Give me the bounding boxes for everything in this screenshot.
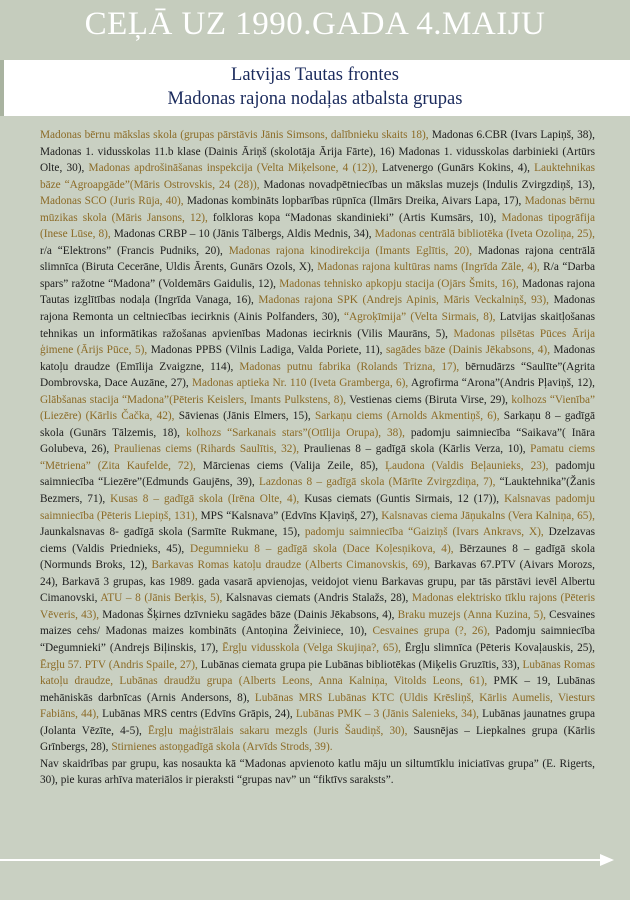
group-entry: Lubānas jaunatnes grupa (Jolanta Vēzīte, 4-5), [40, 708, 595, 737]
highlighted-group-entry: Degumnieku 8 – gadīgā skola (Dace Koļesņikova, 4), [190, 542, 454, 555]
group-entry: Latvijas skaitļošanas tehnikas un informātikas ražošanas apvienības Madonas iecirknis (Vilis Maurāns, 5), [40, 311, 595, 340]
group-entry: Praulienas 8 – gadīgā skola (Kārlis Verza, 10), [299, 443, 531, 456]
group-entry: Barkavas 67.PTV (Aivars Morozs, 24), Barkavā 3 grupas, kas 1989. gada vasarā apvienojas, veidojot vienu Barkavas grupu, par tās pārstāvi ievēl Albertu Cimanovski, [40, 559, 595, 605]
highlighted-group-entry: Madonas elektrisko tīklu rajons (Pēteris Vēveris, 43), [40, 592, 595, 621]
highlighted-group-entry: Madonas rajona kultūras nams (Ingrīda Zāle, 4), [317, 261, 540, 274]
highlighted-group-entry: Stirnienes astoņgadīgā skola (Arvīds Strods, 39). [111, 741, 333, 754]
group-entry: Sāvienas (Jānis Elmers, 15), [174, 410, 315, 423]
group-entry: bērnudārzs “Saulīte”(Agrita Dombrovska, Dace Auzāne, 27), [40, 360, 596, 390]
highlighted-group-entry: Cesvaines grupa (?, 26), [372, 625, 490, 638]
highlighted-group-entry: Madonas tipogrāfija (Inese Lūse, 8), [40, 211, 596, 241]
highlighted-group-entry: Lubānas MRS Lubānas KTC (Uldis Krēsliņš, Kārlis Aumelis, Viesturs Fabiāns, 44), [40, 691, 596, 721]
group-entry: Sarkaņu 8 – gadīgā skola (Gunārs Tālzemis, 18), [40, 410, 595, 439]
group-entry: Madonas 6.CBR (Ivars Lapiņš, 38), Madonas 1. vidusskolas 11.b klase (Dainis Āriņš (skolotāja Ārija Fārte), 16) Madonas 1. vidusskolas darbinieki (Artūrs Olte, 30), [40, 129, 595, 175]
page-title: CEĻĀ UZ 1990.GADA 4.MAIJU [84, 6, 546, 42]
highlighted-group-entry: Ērgļu 57. PTV (Andris Spaile, 27), [40, 658, 198, 671]
highlighted-group-entry: Lauktehnikas bāze “Agroapgāde”(Māris Ostrovskis, 24 (28)), [40, 162, 595, 191]
subtitle-line-2: Madonas rajona nodaļas atbalsta grupas [167, 89, 463, 109]
header-banner [0, 0, 630, 62]
group-entry: Agrofirma “Arona”(Andris Pļaviņš, 12), [408, 377, 595, 390]
group-entry: Padomju saimniecība “Degumnieki” (Andrejs Biļinskis, 17), [40, 625, 595, 654]
highlighted-group-entry: Madonas tehnisko apkopju stacija (Ojārs Šmits, 16), [279, 277, 519, 290]
group-entry: Madonas novadpētniecības un mākslas muzejs (Indulis Zvirgzdiņš, 13), [259, 178, 595, 191]
highlighted-group-entry: Kalsnavas ciema Jāņukalns (Vera Kalniņa, 65), [381, 509, 596, 522]
group-entry: padomju saimniecība “Saikava”( Ināra Golubeva, 26), [40, 426, 595, 456]
group-entry: Kusas ciemats (Guntis Sirmais, 12 (17)), [299, 493, 505, 506]
group-entry: Madonas rajona centrālā slimnīca (Biruta Cecerāne, Uldis Ārents, Gunārs Ozols, X), [40, 244, 596, 274]
arrow-right-icon [0, 853, 630, 867]
footnote: Nav skaidrības par grupu, kas nosaukta kā “Madonas apvienoto katlu māju un siltumtīklu iniciatīvas grupa” (E. Rigerts, 30), pie kuras arhīva materiālos ir pieraksti “grupas nav” un “fiktīvs saraksts”. [40, 757, 595, 787]
group-entry: r/a “Elektrons” (Francis Pudniks, 20), [40, 244, 229, 257]
group-entry: padomju saimniecība “Liezēre”(Edmunds Gaujēns, 39), [40, 459, 596, 489]
group-entry: Madonas rajona Tautas izglītības nodaļa (Ingrīda Vanaga, 16), [40, 277, 596, 307]
group-entry: Lubānas ciemata grupa pie Lubānas bibliotēkas (Miķelis Gruzītis, 33), [197, 658, 523, 671]
highlighted-group-entry: Kusas 8 – gadīgā skola (Irēna Olte, 4), [110, 493, 300, 506]
group-entry: MPS “Kalsnava” (Edvīns Kļaviņš, 27), [197, 509, 382, 522]
highlighted-group-entry: Lubānas Romas katoļu draudze, Lubānas draudžu grupa (Alberts Leons, Anna Kalniņa, Vitolds Leons, 61), [40, 658, 595, 688]
group-entry: Jaunkalsnavas 8- gadīgā skola (Sarmīte Rukmane, 15), [40, 526, 305, 539]
subtitle-line-1: Latvijas Tautas frontes [231, 65, 399, 85]
group-entry: Mārcienas ciems (Valija Zeile, 85), [195, 459, 386, 472]
highlighted-group-entry: Madonas rajona SPK (Andrejs Apinis, Māris Veckalniņš, 93), [258, 294, 550, 307]
group-entry: Bērzaunes 8 – gadīgā skola (Normunds Broks, 12), [40, 542, 595, 572]
highlighted-group-entry: Barkavas Romas katoļu draudze (Alberts Cimanovskis, 69), [151, 559, 431, 572]
highlighted-group-entry: Kalsnavas padomju saimniecība (Pēteris Liepiņš, 131), [40, 493, 596, 522]
group-entry: Ērgļu slimnīca (Pēteris Kovaļauskis, 25), [400, 641, 595, 654]
group-entry: Madonas Šķirnes dzīvnieku sagādes bāze (Dainis Jēkabsons, 4), [99, 608, 398, 621]
subtitle-box [0, 60, 630, 116]
highlighted-group-entry: Ļaudona (Valdis Beļaunieks, 23), [385, 459, 549, 472]
group-entry: Dzelzavas ciems (Valdis Priednieks, 45), [40, 526, 595, 555]
group-entry: Madonas kombināts lopbarības rūpnīca (Ilmārs Dreika, Aivars Lapa, 17), [183, 195, 525, 208]
highlighted-group-entry: Lubānas PMK – 3 (Jānis Salenieks, 34), [295, 708, 479, 721]
group-entry: Madonas PPBS (Vilnis Ladiga, Valda Poriete, 11), [147, 344, 386, 357]
group-entry: PMK – 19, Lubānas mehāniskās darbnīcas (Arnis Andersons, 8), [40, 675, 595, 704]
highlighted-group-entry: Madonas pilsētas Pūces Ārija ģimene (Ārijs Pūce, 5), [40, 327, 595, 357]
group-entry: folkloras kopa “Madonas skandinieki” (Artis Kumsārs, 10), [207, 211, 502, 224]
highlighted-group-entry: Lazdonas 8 – gadīgā skola (Mārīte Zvirgzdiņa, 7), [258, 476, 496, 489]
group-entry: Sausnējas – Liepkalnes grupa (Kārlis Grīnbergs, 28), [40, 724, 596, 754]
group-entry: Madonas katoļu draudze (Emīlija Zvaigzne, 114), [40, 344, 595, 373]
highlighted-group-entry: Madonas aptieka Nr. 110 (Iveta Gramberga, 6), [191, 377, 409, 390]
group-entry: R/a “Darba spars” ražotne “Madona” (Voldemārs Gaidulis, 12), [40, 261, 595, 290]
highlighted-group-entry: ATU – 8 (Jānis Berķis, 5), [100, 592, 223, 605]
highlighted-group-entry: Glābšanas stacija “Madona”(Pēteris Keislers, Imants Pulkstens, 8), [40, 393, 347, 406]
highlighted-group-entry: kolhozs “Sarkanais stars”(Otīlija Orupa), 38), [185, 426, 405, 439]
highlighted-group-entry: Sarkaņu ciems (Arnolds Akmentiņš, 6), [314, 410, 500, 423]
groups-list [40, 127, 595, 789]
highlighted-group-entry: Praulienas ciems (Rihards Saulītis, 32), [113, 443, 300, 456]
highlighted-group-entry: “Agroķīmija” (Velta Sirmais, 8), [343, 311, 496, 324]
highlighted-group-entry: Madonas bērnu mākslas skola (grupas pārstāvis Jānis Simsons, dalībnieku skaits 18), [40, 129, 429, 141]
highlighted-group-entry: Madonas apdrošināšanas inspekcija (Velta Miķelsone, 4 (12)), [88, 162, 378, 175]
highlighted-group-entry: Ērgļu maģistrālais sakaru mezgls (Juris Šaudiņš, 30), [147, 724, 408, 737]
highlighted-group-entry: Madonas centrālā bibliotēka (Iveta Ozoliņa, 25), [374, 228, 596, 241]
highlighted-group-entry: Pamatu ciems “Mētriena” (Zita Kaufelde, 72), [40, 443, 595, 472]
group-entry: Kalsnavas ciemats (Andris Stalažs, 28), [222, 592, 412, 605]
group-entry: Vestienas ciems (Biruta Virse, 29), [346, 393, 512, 406]
highlighted-group-entry: Madonas putnu fabrika (Rolands Trizna, 17), [239, 360, 460, 373]
highlighted-group-entry: Ērgļu vidusskola (Velga Skujiņa?, 65), [222, 641, 401, 654]
group-entry: Madonas rajona Remonta un celtniecības iecirknis (Ainis Polfanders, 30), [40, 294, 595, 324]
group-entry: Lubānas MRS centrs (Edvīns Grāpis, 24), [98, 708, 296, 721]
highlighted-group-entry: kolhozs “Vienība” (Liezēre) (Kārlis Čačka, 42), [40, 393, 595, 423]
highlighted-group-entry: Madonas rajona kinodirekcija (Imants Eglītis, 20), [228, 244, 473, 257]
groups-paragraph [40, 127, 595, 756]
highlighted-group-entry: padomju saimniecība “Gaiziņš (Ivars Ankravs, X), [304, 526, 544, 539]
highlighted-group-entry: Madonas SCO (Juris Rūja, 40), [40, 195, 184, 208]
group-entry: Madonas CRBP – 10 (Jānis Tālbergs, Aldis Mednis, 34), [110, 228, 375, 241]
group-entry: Cesvaines maizes cehs/ Madonas maizes kombināts (Antoņina Žeiviniece, 10), [40, 608, 595, 638]
highlighted-group-entry: Braku muzejs (Anna Kuzina, 5), [397, 608, 546, 621]
highlighted-group-entry: sagādes bāze (Dainis Jēkabsons, 4), [385, 344, 551, 357]
group-entry: Latvenergo (Gunārs Kokins, 4), [377, 162, 535, 175]
highlighted-group-entry: Madonas bērnu mūzikas skola (Māris Jansons, 12), [40, 195, 595, 224]
group-entry: “Lauktehnika”(Žanis Bezmers, 71), [40, 476, 595, 506]
